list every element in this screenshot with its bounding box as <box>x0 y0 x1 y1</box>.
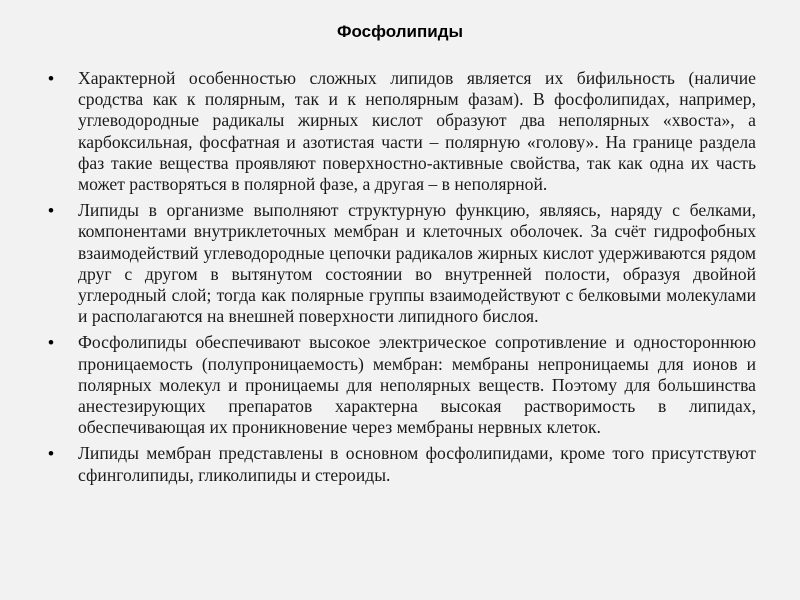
bullet-text: Липиды в организме выполняют структурную функцию, являясь, наряду с белками, компонентами внутриклеточных мембран и клеточных оболочек. За счёт гидрофобных взаимодействий углеводородные цепочки радикалов жирных кислот удерживаются рядом друг с другом в вытянутом состоянии во внутренней полости, образуя двойной углеродный слой; тогда как полярные группы взаимодействуют с белковыми молекулами и располагаются на внешней поверхности липидного бислоя. <box>78 200 756 327</box>
bullet-list <box>48 68 756 491</box>
bullet-icon: • <box>48 69 54 88</box>
bullet-item <box>48 443 756 485</box>
bullet-item <box>48 200 756 327</box>
bullet-text: Характерной особенностью сложных липидов является их бифильность (наличие сродства как к полярным, так и к неполярным фазам). В фосфолипидах, например, углеводородные радикалы жирных кислот образуют два неполярных «хвоста», а карбоксильная, фосфатная и азотистая части – полярную «голову». На границе раздела фаз такие вещества проявляют поверхностно-активные свойства, так как одна их часть может растворяться в полярной фазе, а другая – в неполярной. <box>78 68 756 195</box>
bullet-icon: • <box>48 444 54 464</box>
bullet-text: Фосфолипиды обеспечивают высокое электрическое сопротивление и одностороннюю проницаемость (полупроницаемость) мембран: мембраны непроницаемы для ионов и полярных молекул и проницаемы для неполярных веществ. Поэтому для большинства анестезирующих препаратов характерна высокая растворимость в липидах, обеспечивающая их проникновение через мембраны нервных клеток. <box>78 332 756 438</box>
bullet-icon: • <box>48 201 54 221</box>
bullet-item <box>48 332 756 438</box>
bullet-item <box>48 68 756 195</box>
slide-title: Фосфолипиды <box>336 22 463 41</box>
bullet-text: Липиды мембран представлены в основном фосфолипидами, кроме того присутствуют сфинголипиды, гликолипиды и стероиды. <box>78 443 756 485</box>
bullet-icon: • <box>48 333 54 353</box>
